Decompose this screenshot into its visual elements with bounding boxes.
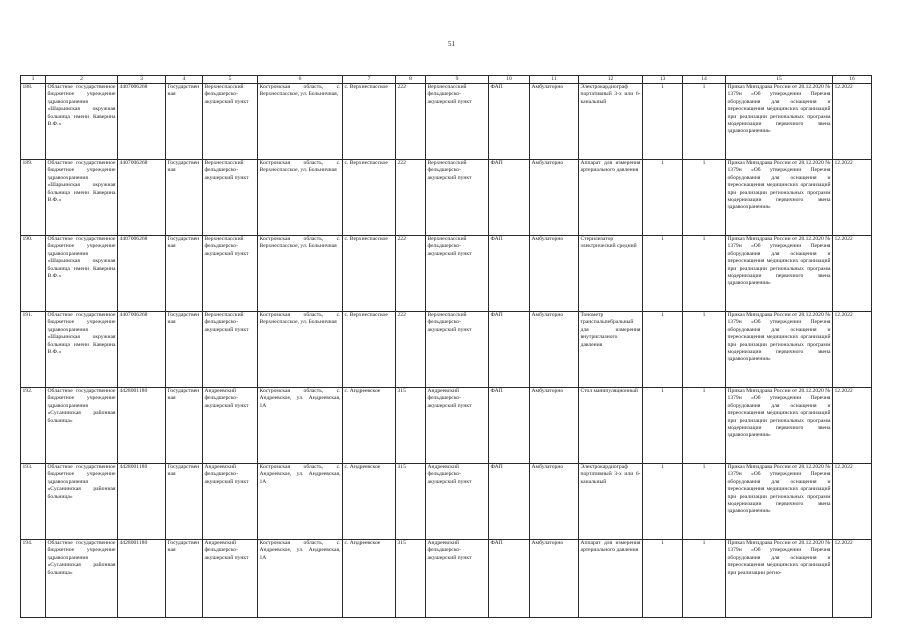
quantity-cell: 1 bbox=[643, 540, 683, 618]
care-type-cell: Амбулаторно bbox=[530, 312, 579, 388]
legal-basis-cell: Приказ Минздрава России от 28.12.2020 № 1379н «Об утверждении Перечня оборудования для оснащения и переоснащения медицинских организаций при реализации региональных программ модернизации первичного звена здравоохранения» bbox=[726, 160, 833, 236]
settlement-cell: с. Верхнеспасское bbox=[343, 312, 396, 388]
facility-name-cell: Верхнеспасский фельдшерско-акушерский пункт bbox=[203, 160, 258, 236]
inn-cell: 4428001180 bbox=[118, 540, 166, 618]
column-header: 11 bbox=[530, 76, 579, 84]
date-cell: 12.2022 bbox=[833, 160, 872, 236]
address-cell: Костромская область, с. Верхнеспасское, ул. Больничная, bbox=[258, 84, 343, 160]
facility-type-cell: ФАП bbox=[489, 236, 530, 312]
row-number-cell: 188. bbox=[21, 84, 46, 160]
row-number-cell: 190. bbox=[21, 236, 46, 312]
population-cell: 222 bbox=[396, 84, 426, 160]
column-header: 13 bbox=[643, 76, 683, 84]
table-row bbox=[21, 464, 872, 540]
unit-cell: Андреевский фельдшерско-акушерский пункт bbox=[426, 388, 489, 464]
ownership-form-cell: Государственная bbox=[166, 312, 203, 388]
inn-cell: 4428001180 bbox=[118, 464, 166, 540]
settlement-cell: с. Верхнеспасское bbox=[343, 160, 396, 236]
facility-type-cell: ФАП bbox=[489, 540, 530, 618]
facility-name-cell: Андреевский фельдшерско-акушерский пункт bbox=[203, 464, 258, 540]
population-cell: 222 bbox=[396, 160, 426, 236]
column-header: 2 bbox=[46, 76, 118, 84]
date-cell: 12.2022 bbox=[833, 388, 872, 464]
quantity-cell: 1 bbox=[683, 464, 726, 540]
table-body bbox=[21, 84, 872, 618]
unit-cell: Верхнеспасский фельдшерско-акушерский пункт bbox=[426, 160, 489, 236]
date-cell: 12.2022 bbox=[833, 540, 872, 618]
population-cell: 222 bbox=[396, 236, 426, 312]
column-header: 4 bbox=[166, 76, 203, 84]
population-cell: 315 bbox=[396, 540, 426, 618]
legal-basis-cell: Приказ Минздрава России от 28.12.2020 № 1379н «Об утверждении Перечня оборудования для оснащения и переоснащения медицинских организаций при реализации регио- bbox=[726, 540, 833, 618]
address-cell: Костромская область, с. Андреевское, ул. Андреевская, 1А bbox=[258, 388, 343, 464]
organization-cell: Областное государственное бюджетное учреждение здравоохранения «Шарьинская окружная больница имени Каверина В.Ф.» bbox=[46, 84, 118, 160]
legal-basis-cell: Приказ Минздрава России от 28.12.2020 № 1379н «Об утверждении Перечня оборудования для оснащения и переоснащения медицинских организаций при реализации региональных программ модернизации первичного звена здравоохранения» bbox=[726, 84, 833, 160]
ownership-form-cell: Государственная bbox=[166, 236, 203, 312]
facility-type-cell: ФАП bbox=[489, 388, 530, 464]
organization-cell: Областное государственное бюджетное учреждение здравоохранения «Сусанинская районная больница» bbox=[46, 540, 118, 618]
care-type-cell: Амбулаторно bbox=[530, 160, 579, 236]
ownership-form-cell: Государственная bbox=[166, 84, 203, 160]
inn-cell: 4407006268 bbox=[118, 312, 166, 388]
organization-cell: Областное государственное бюджетное учреждение здравоохранения «Шарьинская окружная больница имени Каверина В.Ф.» bbox=[46, 236, 118, 312]
population-cell: 315 bbox=[396, 464, 426, 540]
settlement-cell: с. Верхнеспасское bbox=[343, 236, 396, 312]
ownership-form-cell: Государственная bbox=[166, 464, 203, 540]
quantity-cell: 1 bbox=[643, 84, 683, 160]
equipment-table bbox=[20, 75, 872, 618]
care-type-cell: Амбулаторно bbox=[530, 464, 579, 540]
care-type-cell: Амбулаторно bbox=[530, 236, 579, 312]
facility-name-cell: Андреевский фельдшерско-акушерский пункт bbox=[203, 540, 258, 618]
legal-basis-cell: Приказ Минздрава России от 28.12.2020 № 1379н «Об утверждении Перечня оборудования для оснащения и переоснащения медицинских организаций при реализации региональных программ модернизации первичного звена здравоохранения» bbox=[726, 312, 833, 388]
column-header: 1 bbox=[21, 76, 46, 84]
column-header: 3 bbox=[118, 76, 166, 84]
ownership-form-cell: Государственная bbox=[166, 388, 203, 464]
settlement-cell: с. Верхнеспасское bbox=[343, 84, 396, 160]
settlement-cell: с. Андреевское bbox=[343, 540, 396, 618]
address-cell: Костромская область, с. Андреевское, ул. Андреевская, 1А bbox=[258, 464, 343, 540]
column-header: 9 bbox=[426, 76, 489, 84]
row-number-cell: 189. bbox=[21, 160, 46, 236]
care-type-cell: Амбулаторно bbox=[530, 84, 579, 160]
column-number-row bbox=[21, 76, 872, 84]
column-header: 12 bbox=[579, 76, 643, 84]
table-row bbox=[21, 236, 872, 312]
quantity-cell: 1 bbox=[683, 312, 726, 388]
table-row bbox=[21, 388, 872, 464]
population-cell: 222 bbox=[396, 312, 426, 388]
quantity-cell: 1 bbox=[683, 388, 726, 464]
legal-basis-cell: Приказ Минздрава России от 28.12.2020 № 1379н «Об утверждении Перечня оборудования для оснащения и переоснащения медицинских организаций при реализации региональных программ модернизации первичного звена здравоохранения» bbox=[726, 388, 833, 464]
equipment-cell: Аппарат для измерения артериального давления bbox=[579, 540, 643, 618]
inn-cell: 4407006268 bbox=[118, 160, 166, 236]
column-header: 6 bbox=[258, 76, 343, 84]
address-cell: Костромская область, с. Верхнеспасское, ул. Больничная bbox=[258, 312, 343, 388]
address-cell: Костромская область, с. Верхнеспасское, ул. Больничная bbox=[258, 160, 343, 236]
column-header: 14 bbox=[683, 76, 726, 84]
quantity-cell: 1 bbox=[683, 160, 726, 236]
settlement-cell: с. Андреевское bbox=[343, 388, 396, 464]
quantity-cell: 1 bbox=[643, 160, 683, 236]
facility-name-cell: Верхнеспасский фельдшерско-акушерский пункт bbox=[203, 84, 258, 160]
facility-type-cell: ФАП bbox=[489, 84, 530, 160]
unit-cell: Верхнеспасский фельдшерско-акушерский пункт bbox=[426, 236, 489, 312]
facility-type-cell: ФАП bbox=[489, 312, 530, 388]
equipment-cell: Аппарат для измерения артериального давления bbox=[579, 160, 643, 236]
facility-name-cell: Верхнеспасский фельдшерско-акушерский пункт bbox=[203, 312, 258, 388]
legal-basis-cell: Приказ Минздрава России от 28.12.2020 № 1379н «Об утверждении Перечня оборудования для оснащения и переоснащения медицинских организаций при реализации региональных программ модернизации первичного звена здравоохранения» bbox=[726, 236, 833, 312]
organization-cell: Областное государственное бюджетное учреждение здравоохранения «Сусанинская районная больница» bbox=[46, 464, 118, 540]
equipment-cell: Стерилизатор электрический средний bbox=[579, 236, 643, 312]
row-number-cell: 191. bbox=[21, 312, 46, 388]
unit-cell: Верхнеспасский фельдшерско-акушерский пункт bbox=[426, 84, 489, 160]
table-row bbox=[21, 312, 872, 388]
equipment-cell: Стол манипуляционный bbox=[579, 388, 643, 464]
row-number-cell: 192. bbox=[21, 388, 46, 464]
column-header: 10 bbox=[489, 76, 530, 84]
quantity-cell: 1 bbox=[683, 84, 726, 160]
table-row bbox=[21, 160, 872, 236]
facility-name-cell: Андреевский фельдшерско-акушерский пункт bbox=[203, 388, 258, 464]
column-header: 5 bbox=[203, 76, 258, 84]
table-row bbox=[21, 84, 872, 160]
address-cell: Костромская область, с. Верхнеспасское, ул. Больничная bbox=[258, 236, 343, 312]
equipment-cell: Электрокардиограф портативный 3-х или 6-канальный bbox=[579, 464, 643, 540]
equipment-cell: Электрокардиограф портативный 3-х или 6-канальный bbox=[579, 84, 643, 160]
row-number-cell: 193. bbox=[21, 464, 46, 540]
quantity-cell: 1 bbox=[643, 236, 683, 312]
date-cell: 12.2022 bbox=[833, 236, 872, 312]
facility-type-cell: ФАП bbox=[489, 464, 530, 540]
facility-name-cell: Верхнеспасский фельдшерско-акушерский пункт bbox=[203, 236, 258, 312]
legal-basis-cell: Приказ Минздрава России от 28.12.2020 № 1379н «Об утверждении Перечня оборудования для оснащения и переоснащения медицинских организаций при реализации региональных программ модернизации первичного звена здравоохранения» bbox=[726, 464, 833, 540]
organization-cell: Областное государственное бюджетное учреждение здравоохранения «Шарьинская окружная больница имени Каверина В.Ф.» bbox=[46, 160, 118, 236]
unit-cell: Андреевский фельдшерско-акушерский пункт bbox=[426, 540, 489, 618]
date-cell: 12.2022 bbox=[833, 84, 872, 160]
date-cell: 12.2022 bbox=[833, 312, 872, 388]
unit-cell: Андреевский фельдшерско-акушерский пункт bbox=[426, 464, 489, 540]
equipment-cell: Тонометр транспальпебральный для измерения внутриглазного давления bbox=[579, 312, 643, 388]
care-type-cell: Амбулаторно bbox=[530, 388, 579, 464]
table-row bbox=[21, 540, 872, 618]
inn-cell: 4428001180 bbox=[118, 388, 166, 464]
care-type-cell: Амбулаторно bbox=[530, 540, 579, 618]
date-cell: 12.2022 bbox=[833, 464, 872, 540]
quantity-cell: 1 bbox=[683, 540, 726, 618]
column-header: 7 bbox=[343, 76, 396, 84]
quantity-cell: 1 bbox=[643, 388, 683, 464]
ownership-form-cell: Государственная bbox=[166, 160, 203, 236]
organization-cell: Областное государственное бюджетное учреждение здравоохранения «Сусанинская районная больница» bbox=[46, 388, 118, 464]
inn-cell: 4407006268 bbox=[118, 84, 166, 160]
address-cell: Костромская область, с. Андреевское, ул. Андреевская, 1А bbox=[258, 540, 343, 618]
quantity-cell: 1 bbox=[643, 464, 683, 540]
inn-cell: 4407006268 bbox=[118, 236, 166, 312]
organization-cell: Областное государственное бюджетное учреждение здравоохранения «Шарьинская окружная больница имени Каверина В.Ф.» bbox=[46, 312, 118, 388]
settlement-cell: с. Андреевское bbox=[343, 464, 396, 540]
row-number-cell: 194. bbox=[21, 540, 46, 618]
column-header: 16 bbox=[833, 76, 872, 84]
facility-type-cell: ФАП bbox=[489, 160, 530, 236]
ownership-form-cell: Государственная bbox=[166, 540, 203, 618]
column-header: 8 bbox=[396, 76, 426, 84]
population-cell: 315 bbox=[396, 388, 426, 464]
column-header: 15 bbox=[726, 76, 833, 84]
quantity-cell: 1 bbox=[643, 312, 683, 388]
unit-cell: Верхнеспасский фельдшерско-акушерский пункт bbox=[426, 312, 489, 388]
quantity-cell: 1 bbox=[683, 236, 726, 312]
page-number: 51 bbox=[448, 40, 455, 48]
